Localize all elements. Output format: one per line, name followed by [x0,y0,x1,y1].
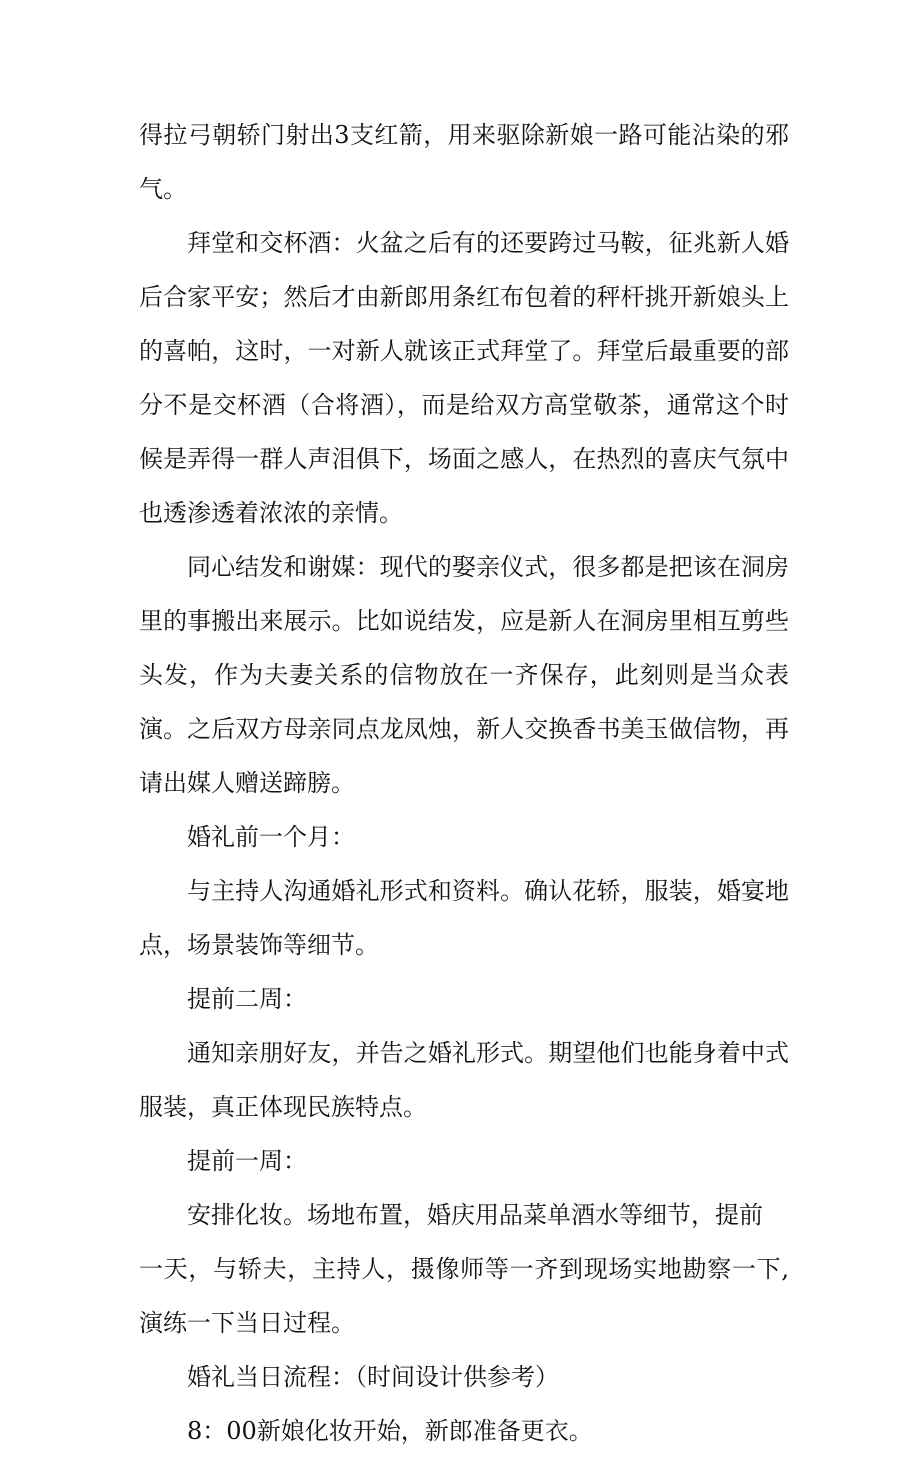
heading-one-week-before: 提前一周： [187,1147,307,1175]
paragraph-continuation: 得拉弓朝轿门射出3支红箭，用来驱除新娘一路可能沾染的邪气。 [139,121,789,203]
paragraph-hair-tying: 同心结发和谢媒：现代的娶亲仪式，很多都是把该在洞房里的事搬出来展示。比如说结发，应是新人在洞房里相互剪些头发，作为夫妻关系的信物放在一齐保存，此刻则是当众表演。之后双方母亲同点龙凤烛，新人交换香书美玉做信物，再请出媒人赠送蹄膀。 [139,553,789,797]
paragraph-bowing-ceremony: 拜堂和交杯酒：火盆之后有的还要跨过马鞍，征兆新人婚后合家平安；然后才由新郎用条红布包着的秤杆挑开新娘头上的喜帕，这时，一对新人就该正式拜堂了。拜堂后最重要的部分不是交杯酒（合将酒），而是给双方高堂敬茶，通常这个时候是弄得一群人声泪俱下，场面之感人，在热烈的喜庆气氛中也透渗透着浓浓的亲情。 [139,229,789,527]
document-body [139,108,789,1458]
heading-one-month-before: 婚礼前一个月： [187,823,355,851]
schedule-item-0800: 8：00新娘化妆开始，新郎准备更衣。 [187,1417,593,1445]
paragraph-one-month-tasks: 与主持人沟通婚礼形式和资料。确认花轿，服装，婚宴地点，场景装饰等细节。 [139,877,789,959]
paragraph-two-weeks-tasks: 通知亲朋好友，并告之婚礼形式。期望他们也能身着中式服装，真正体现民族特点。 [139,1039,789,1121]
paragraph-one-week-tasks: 安排化妆。场地布置，婚庆用品菜单酒水等细节，提前 一天，与轿夫，主持人，摄像师等一齐到现场实地勘察一下,演练一下当日过程。 [139,1201,789,1337]
heading-two-weeks-before: 提前二周： [187,985,307,1013]
heading-wedding-day-schedule: 婚礼当日流程：（时间设计供参考） [187,1363,559,1391]
